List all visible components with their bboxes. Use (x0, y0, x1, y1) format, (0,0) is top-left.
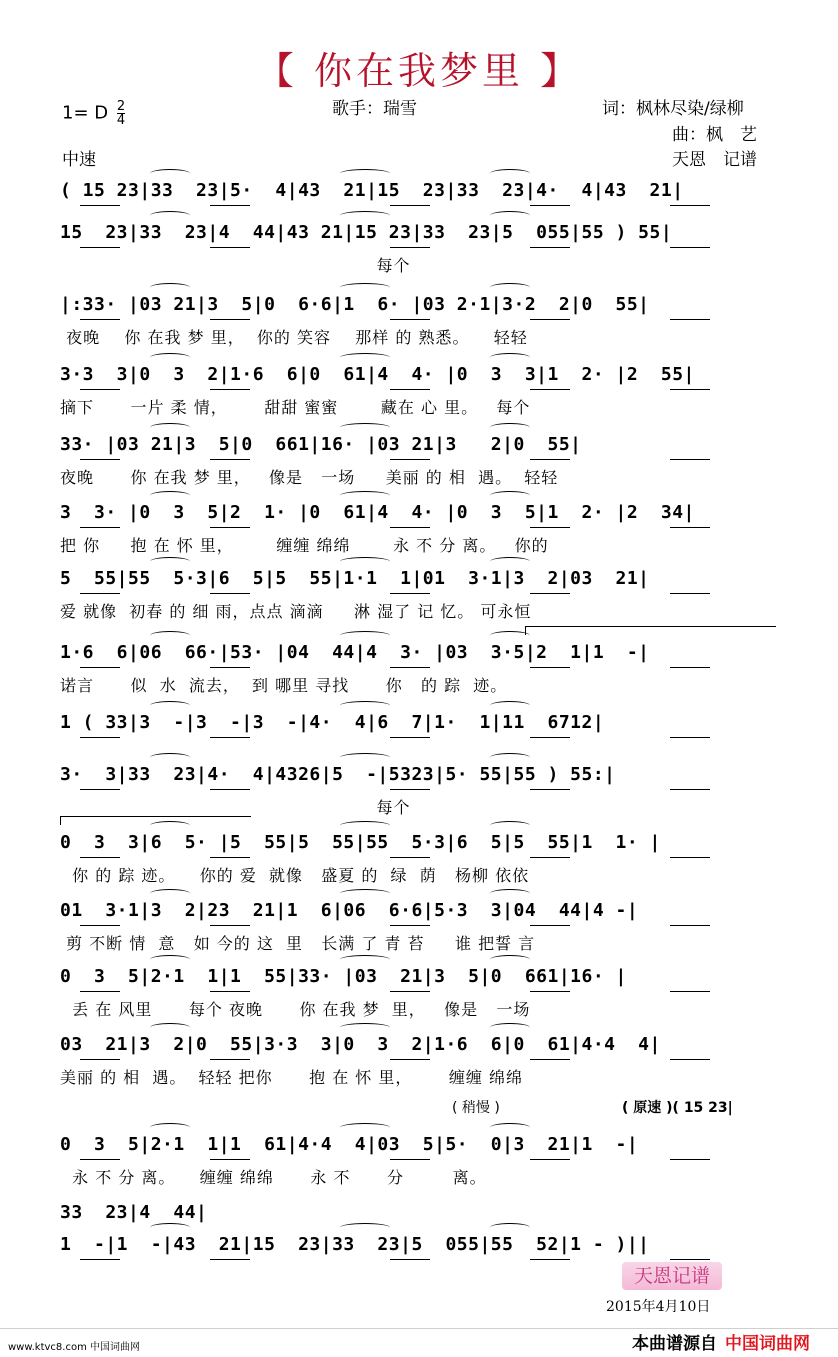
lyrics-line: 丢 在 风里 每个 夜晚 你 在我 梦 里， 像是 一场 (60, 1000, 531, 1019)
lyrics-line: 夜晚 你 在我 梦 里， 你的 笑容 那样 的 熟悉。 轻轻 (60, 328, 528, 347)
slur-mark (340, 1223, 390, 1232)
slur-mark (490, 701, 530, 710)
slur-mark (490, 169, 530, 178)
slur-mark (490, 1023, 530, 1032)
slower-mark: ( 稍慢 ) (452, 1100, 500, 1116)
beam-underline (390, 389, 430, 390)
lyrics-line: 诺言 似 水 流去， 到 哪里 寻找 你 的 踪 迹。 (60, 676, 508, 695)
beam-underline (530, 319, 570, 320)
beam-underline (670, 1059, 710, 1060)
slur-mark (340, 1123, 390, 1132)
beam-underline (210, 247, 250, 248)
slur-mark (150, 169, 190, 178)
slur-mark (150, 211, 190, 220)
slur-mark (490, 557, 530, 566)
beam-underline (670, 1159, 710, 1160)
slur-mark (490, 1123, 530, 1132)
beam-underline (80, 925, 120, 926)
slur-mark (490, 1223, 530, 1232)
lyrics-line: 每个 (60, 798, 411, 817)
beam-underline (670, 857, 710, 858)
notes-line: 5 55|55 5·3|6 5|5 55|1·1 1|01 3·1|3 2|03 21| (60, 568, 650, 589)
beam-underline (670, 991, 710, 992)
footer-site: www.ktvc8.com 中国词曲网 (8, 1342, 141, 1353)
tempo-label: 中速 (62, 150, 96, 170)
notes-line: |:33· |03 21|3 5|0 6·6|1 6· |03 2·1|3·2 2|0 55| (60, 294, 650, 315)
slur-mark (150, 1123, 190, 1132)
beam-underline (670, 205, 710, 206)
slur-mark (490, 889, 530, 898)
beam-underline (530, 459, 570, 460)
beam-underline (670, 459, 710, 460)
beam-underline (80, 737, 120, 738)
singer-label: 歌手：瑞雪 (332, 99, 417, 119)
lyrics-line: 美丽 的 相 遇。 轻轻 把你 抱 在 怀 里， 缠缠 绵绵 (60, 1068, 523, 1087)
beam-underline (80, 857, 120, 858)
beam-underline (670, 1259, 710, 1260)
beam-underline (210, 789, 250, 790)
beam-underline (530, 925, 570, 926)
slur-mark (150, 557, 190, 566)
time-denominator: 4 (116, 113, 126, 128)
slur-mark (340, 423, 390, 432)
time-numerator: 2 (116, 99, 126, 114)
beam-underline (210, 925, 250, 926)
beam-underline (670, 737, 710, 738)
beam-underline (390, 991, 430, 992)
lyrics-line: 夜晚 你 在我 梦 里， 像是 一场 美丽 的 相 遇。 轻轻 (60, 468, 559, 487)
beam-underline (530, 789, 570, 790)
beam-underline (210, 857, 250, 858)
slur-mark (340, 283, 390, 292)
slur-mark (340, 169, 390, 178)
notes-line: 15 23|33 23|4 44|43 21|15 23|33 23|5 055|55 ) 55| (60, 222, 673, 243)
beam-underline (210, 667, 250, 668)
slur-mark (150, 631, 190, 640)
slur-mark (490, 955, 530, 964)
beam-underline (530, 205, 570, 206)
key-label: 1= D (62, 102, 109, 124)
slur-mark (490, 353, 530, 362)
slur-mark (150, 889, 190, 898)
lyrics-line: 剪 不断 情 意 如 今的 这 里 长满 了 青 苔 谁 把誓 言 (60, 934, 536, 953)
slur-mark (340, 557, 390, 566)
extra-notes: 33 23|4 44| (60, 1202, 208, 1223)
beam-underline (530, 1259, 570, 1260)
slur-mark (150, 1023, 190, 1032)
beam-underline (530, 527, 570, 528)
beam-underline (670, 389, 710, 390)
lyrics-line: 永 不 分 离。 缠缠 绵绵 永 不 分 离。 (60, 1168, 487, 1187)
beam-underline (390, 1059, 430, 1060)
beam-underline (390, 1159, 430, 1160)
beam-underline (390, 527, 430, 528)
beam-underline (390, 1259, 430, 1260)
beam-underline (210, 1159, 250, 1160)
footer-source-text: 本曲谱源自 (632, 1334, 717, 1354)
lyricist-label: 词：枫林尽染/绿柳 (602, 99, 744, 119)
notes-line: ( 15 23|33 23|5· 4|43 21|15 23|33 23|4· 4|43 21| (60, 180, 684, 201)
beam-underline (530, 857, 570, 858)
beam-underline (670, 593, 710, 594)
beam-underline (210, 1059, 250, 1060)
slur-mark (490, 821, 530, 830)
slur-mark (490, 423, 530, 432)
slur-mark (340, 753, 390, 762)
notes-line: 0 3 3|6 5· |5 55|5 55|55 5·3|6 5|5 55|1 1· | (60, 832, 661, 853)
slur-mark (340, 701, 390, 710)
notes-line: 03 21|3 2|0 55|3·3 3|0 3 2|1·6 6|0 61|4·4 4| (60, 1034, 661, 1055)
beam-underline (80, 593, 120, 594)
beam-underline (210, 319, 250, 320)
beam-underline (80, 991, 120, 992)
beam-underline (390, 789, 430, 790)
key-signature (62, 100, 125, 127)
volta-bracket (60, 816, 251, 825)
beam-underline (530, 593, 570, 594)
beam-underline (390, 205, 430, 206)
slur-mark (340, 631, 390, 640)
beam-underline (210, 527, 250, 528)
lyrics-line: 每个 (60, 256, 411, 275)
beam-underline (80, 527, 120, 528)
slur-mark (490, 283, 530, 292)
notes-line: 3· 3|33 23|4· 4|4326|5 -|5323|5· 55|55 ) 55:| (60, 764, 616, 785)
notes-line: 1·6 6|06 66·|53· |04 44|4 3· |03 3·5|2 1|1 -| (60, 642, 650, 663)
beam-underline (80, 319, 120, 320)
beam-underline (390, 925, 430, 926)
slur-mark (340, 955, 390, 964)
beam-underline (80, 205, 120, 206)
notes-line: 3·3 3|0 3 2|1·6 6|0 61|4 4· |0 3 3|1 2· |2 55| (60, 364, 695, 385)
slur-mark (340, 353, 390, 362)
beam-underline (210, 1259, 250, 1260)
composer-label: 曲：枫 艺 (672, 125, 757, 145)
lyrics-line: 把 你 抱 在 怀 里， 缠缠 绵绵 永 不 分 离。 你的 (60, 536, 549, 555)
beam-underline (670, 527, 710, 528)
notes-line: 33· |03 21|3 5|0 661|16· |03 21|3 2|0 55| (60, 434, 582, 455)
beam-underline (210, 991, 250, 992)
beam-underline (670, 319, 710, 320)
slur-mark (490, 753, 530, 762)
beam-underline (530, 247, 570, 248)
transcriber-label: 天恩 记谱 (672, 150, 757, 170)
beam-underline (530, 667, 570, 668)
slur-mark (490, 491, 530, 500)
beam-underline (530, 991, 570, 992)
slur-mark (490, 211, 530, 220)
notes-line: 1 ( 33|3 -|3 -|3 -|4· 4|6 7|1· 1|11 6712| (60, 712, 605, 733)
beam-underline (530, 389, 570, 390)
slur-mark (150, 701, 190, 710)
volta-bracket (525, 626, 776, 635)
beam-underline (210, 389, 250, 390)
beam-underline (210, 205, 250, 206)
beam-underline (530, 1159, 570, 1160)
slur-mark (150, 423, 190, 432)
beam-underline (670, 667, 710, 668)
beam-underline (530, 737, 570, 738)
beam-underline (80, 1059, 120, 1060)
beam-underline (670, 247, 710, 248)
slur-mark (150, 283, 190, 292)
time-signature (117, 100, 125, 127)
lyrics-line: 你 的 踪 迹。 你的 爱 就像 盛夏 的 绿 荫 杨柳 依依 (60, 866, 530, 885)
beam-underline (530, 1059, 570, 1060)
beam-underline (80, 667, 120, 668)
slur-mark (150, 353, 190, 362)
beam-underline (80, 247, 120, 248)
slur-mark (340, 889, 390, 898)
original-speed-mark: ( 原速 )( 15 23| (622, 1100, 733, 1116)
beam-underline (80, 1159, 120, 1160)
notes-line: 3 3· |0 3 5|2 1· |0 61|4 4· |0 3 5|1 2· |2 34| (60, 502, 695, 523)
song-title: 【 你在我梦里 】 (255, 49, 583, 93)
date-label: 2015年4月10日 (606, 1299, 711, 1315)
beam-underline (670, 789, 710, 790)
beam-underline (390, 857, 430, 858)
lyrics-line: 爱 就像 初春 的 细 雨，点点 滴滴 淋 湿了 记 忆。 可永恒 (60, 602, 532, 621)
beam-underline (210, 459, 250, 460)
transcriber-stamp: 天恩记谱 (622, 1262, 722, 1290)
slur-mark (340, 491, 390, 500)
beam-underline (390, 593, 430, 594)
footer-brand: 中国词曲网 (725, 1334, 810, 1354)
slur-mark (490, 631, 530, 640)
beam-underline (210, 593, 250, 594)
beam-underline (80, 789, 120, 790)
beam-underline (390, 737, 430, 738)
beam-underline (210, 737, 250, 738)
notes-line: 1 -|1 -|43 21|15 23|33 23|5 055|55 52|1 - )|| (60, 1234, 650, 1255)
slur-mark (150, 491, 190, 500)
notes-line: 0 3 5|2·1 1|1 55|33· |03 21|3 5|0 661|16· | (60, 966, 627, 987)
beam-underline (390, 459, 430, 460)
slur-mark (340, 1023, 390, 1032)
beam-underline (390, 247, 430, 248)
slur-mark (340, 821, 390, 830)
notes-line: 0 3 5|2·1 1|1 61|4·4 4|03 5|5· 0|3 21|1 -| (60, 1134, 639, 1155)
slur-mark (340, 211, 390, 220)
beam-underline (80, 389, 120, 390)
beam-underline (670, 925, 710, 926)
slur-mark (150, 955, 190, 964)
beam-underline (390, 667, 430, 668)
notes-line: 01 3·1|3 2|23 21|1 6|06 6·6|5·3 3|04 44|4 -| (60, 900, 639, 921)
beam-underline (80, 459, 120, 460)
lyrics-line: 摘下 一片 柔 情， 甜甜 蜜蜜 藏在 心 里。 每个 (60, 398, 531, 417)
beam-underline (390, 319, 430, 320)
slur-mark (150, 753, 190, 762)
footer-source (632, 1329, 810, 1354)
beam-underline (80, 1259, 120, 1260)
